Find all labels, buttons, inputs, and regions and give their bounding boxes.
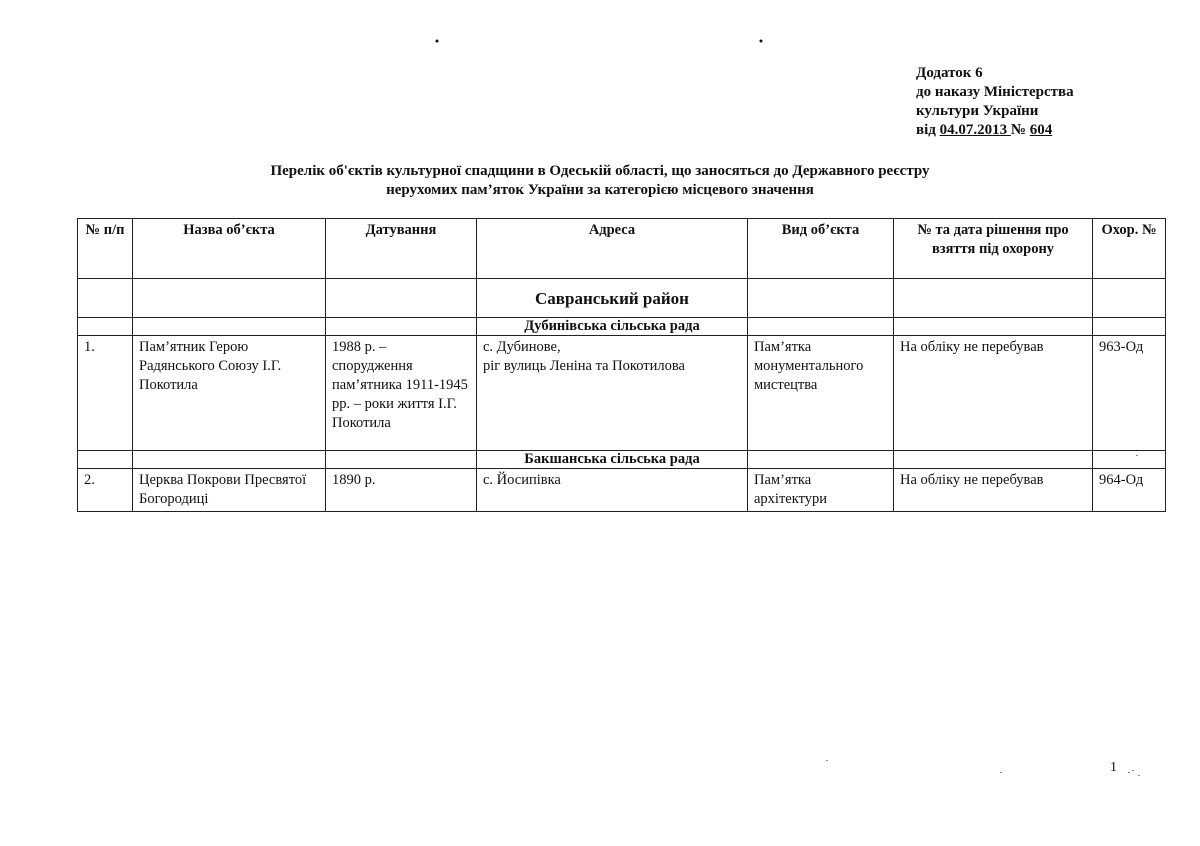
appendix-line-2: до наказу Міністерства bbox=[916, 84, 1074, 100]
table-row bbox=[78, 469, 1166, 512]
page-number: 1 bbox=[1110, 760, 1117, 775]
cell-address bbox=[477, 469, 748, 512]
council-row bbox=[78, 318, 1166, 336]
appendix-line-3: культури України bbox=[916, 103, 1039, 119]
header-dating: Датування bbox=[326, 219, 477, 279]
cell-name: Церква Покрови Пресвятої Богородиці bbox=[133, 469, 326, 512]
cell-name: Пам’ятник Герою Радянського Союзу І.Г. Покотила bbox=[133, 336, 326, 451]
cell-decision: На обліку не перебував bbox=[894, 336, 1093, 451]
address-line-1: с. Йосипівка bbox=[483, 472, 561, 488]
district-name: Савранський район bbox=[477, 279, 748, 318]
appendix-date-prefix: від bbox=[916, 122, 940, 138]
heritage-table bbox=[77, 218, 1166, 512]
council-row bbox=[78, 451, 1166, 469]
cell-protection: 963-Од bbox=[1093, 336, 1166, 451]
appendix-date: 04.07.2013 bbox=[939, 122, 1011, 138]
district-row bbox=[78, 279, 1166, 318]
cell-type: Пам’ятка монументального мистецтва bbox=[748, 336, 894, 451]
appendix-line-4 bbox=[916, 121, 1074, 140]
header-type: Вид об’єкта bbox=[748, 219, 894, 279]
table-header-row bbox=[78, 219, 1166, 279]
appendix-block bbox=[916, 64, 1074, 140]
address-line-2: ріг вулиць Леніна та Покотилова bbox=[483, 358, 685, 374]
cell-dating: 1988 р. – спорудження пам’ятника 1911-1945 рр. – роки життя І.Г. Покотила bbox=[326, 336, 477, 451]
scan-speck bbox=[1000, 772, 1002, 773]
title-line-2: нерухомих пам’яток України за категорією місцевого значення bbox=[386, 182, 814, 198]
punch-hole-right-icon bbox=[757, 37, 777, 63]
cell-type: Пам’ятка архітектури bbox=[748, 469, 894, 512]
header-decision: № та дата рішення про взяття під охорону bbox=[894, 219, 1093, 279]
header-num: № п/п bbox=[78, 219, 133, 279]
scan-speck bbox=[826, 760, 828, 761]
scan-speck bbox=[1132, 770, 1134, 771]
document-title bbox=[0, 162, 1200, 200]
table-row bbox=[78, 336, 1166, 451]
appendix-line-1: Додаток 6 bbox=[916, 65, 983, 81]
cell-decision: На обліку не перебував bbox=[894, 469, 1093, 512]
address-line-1: с. Дубинове, bbox=[483, 339, 561, 355]
punch-hole-left-icon bbox=[433, 37, 453, 63]
cell-num: 1. bbox=[78, 336, 133, 451]
title-line-1: Перелік об'єктів культурної спадщини в Одеській області, що заносяться до Державного реєстру bbox=[270, 163, 930, 179]
header-name: Назва об’єкта bbox=[133, 219, 326, 279]
cell-num: 2. bbox=[78, 469, 133, 512]
header-address: Адреса bbox=[477, 219, 748, 279]
cell-protection: 964-Од bbox=[1093, 469, 1166, 512]
header-protection: Охор. № bbox=[1093, 219, 1166, 279]
cell-address bbox=[477, 336, 748, 451]
scan-speck bbox=[1128, 772, 1130, 773]
appendix-number-sign: № bbox=[1010, 122, 1030, 138]
appendix-number: 604 bbox=[1029, 122, 1053, 138]
scan-speck bbox=[1138, 775, 1140, 776]
council-name: Дубинівська сільська рада bbox=[477, 318, 748, 336]
cell-dating: 1890 р. bbox=[326, 469, 477, 512]
council-name: Бакшанська сільська рада bbox=[477, 451, 748, 469]
scan-speck bbox=[1136, 455, 1138, 456]
